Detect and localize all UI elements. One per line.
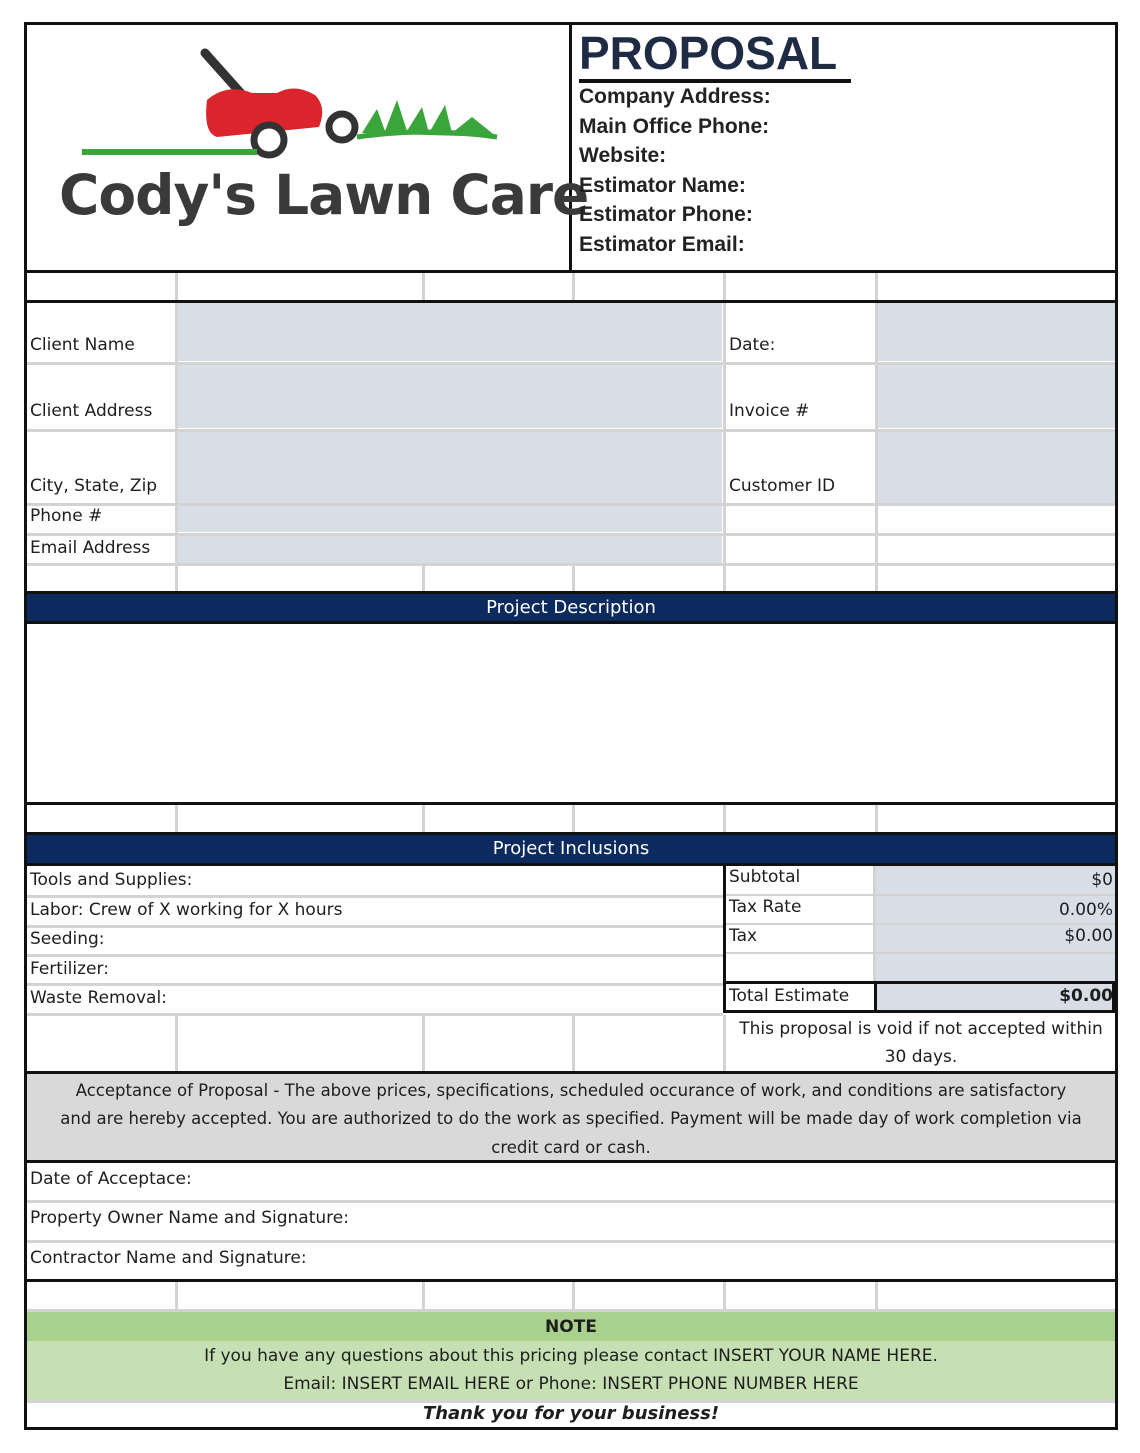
inclusion-item: Tools and Supplies:	[30, 870, 193, 890]
inclusion-item: Waste Removal:	[30, 988, 167, 1008]
date-of-acceptance-label[interactable]: Date of Acceptace:	[30, 1169, 192, 1189]
property-owner-signature-label[interactable]: Property Owner Name and Signature:	[30, 1208, 349, 1228]
invoice-field[interactable]	[877, 364, 1115, 428]
customer-id-label: Customer ID	[729, 476, 836, 496]
acceptance-text-line3: credit card or cash.	[491, 1138, 651, 1157]
estimator-phone-label: Estimator Phone:	[579, 203, 753, 226]
phone-field[interactable]	[177, 505, 722, 532]
date-field[interactable]	[877, 303, 1115, 361]
estimator-email-label: Estimator Email:	[579, 233, 745, 256]
thank-you-message: Thank you for your business!	[422, 1403, 720, 1424]
customer-id-field[interactable]	[877, 431, 1115, 503]
client-name-field[interactable]	[177, 303, 722, 361]
date-label: Date:	[729, 335, 776, 355]
main-office-phone-label: Main Office Phone:	[579, 115, 770, 138]
void-notice-line1: This proposal is void if not accepted within	[739, 1019, 1103, 1039]
acceptance-text-line1: Acceptance of Proposal - The above prices, specifications, scheduled occurance of work, and conditions are satisfactory	[75, 1081, 1067, 1100]
project-description-area[interactable]	[27, 624, 1115, 802]
lawn-mower-icon	[77, 45, 537, 165]
inclusion-item: Labor: Crew of X working for X hours	[30, 900, 343, 920]
note-title: NOTE	[27, 1309, 1115, 1342]
client-address-label: Client Address	[30, 401, 153, 421]
tax-rate-value: 0.00%	[1058, 900, 1113, 920]
client-address-field[interactable]	[177, 364, 722, 428]
tax-label: Tax	[729, 926, 758, 946]
invoice-label: Invoice #	[729, 401, 810, 421]
email-label: Email Address	[30, 538, 151, 558]
inclusion-item: Seeding:	[30, 929, 105, 949]
city-state-zip-field[interactable]	[177, 431, 722, 503]
tax-value: $0.00	[1064, 926, 1113, 946]
proposal-sheet	[24, 22, 1118, 1430]
inclusion-item: Fertilizer:	[30, 959, 109, 979]
project-inclusions-header: Project Inclusions	[27, 832, 1115, 866]
city-state-zip-label: City, State, Zip	[30, 476, 158, 496]
acceptance-text-line2: and are hereby accepted. You are authorized to do the work as specified. Payment will be made day of work completion via	[60, 1109, 1082, 1128]
company-logo-text: Cody's Lawn Care	[59, 163, 589, 227]
phone-label: Phone #	[30, 506, 103, 526]
website-label: Website:	[579, 144, 667, 167]
note-contact-line2: Email: INSERT EMAIL HERE or Phone: INSERT PHONE NUMBER HERE	[27, 1370, 1115, 1403]
client-name-label: Client Name	[30, 335, 135, 355]
estimator-name-label: Estimator Name:	[579, 174, 746, 197]
logo-panel	[27, 25, 589, 270]
email-field[interactable]	[177, 535, 722, 563]
project-description-header: Project Description	[27, 591, 1115, 624]
proposal-title: PROPOSAL	[579, 27, 851, 83]
company-address-label: Company Address:	[579, 85, 771, 108]
total-estimate-value: $0.00	[1059, 986, 1113, 1006]
void-notice-line2: 30 days.	[884, 1047, 958, 1067]
note-contact-line1: If you have any questions about this pricing please contact INSERT YOUR NAME HERE.	[27, 1341, 1115, 1371]
tax-rate-label: Tax Rate	[729, 897, 802, 917]
subtotal-value: $0	[1091, 870, 1113, 890]
total-estimate-label: Total Estimate	[729, 986, 850, 1006]
contractor-signature-label[interactable]: Contractor Name and Signature:	[30, 1248, 307, 1268]
subtotal-label: Subtotal	[729, 867, 801, 887]
